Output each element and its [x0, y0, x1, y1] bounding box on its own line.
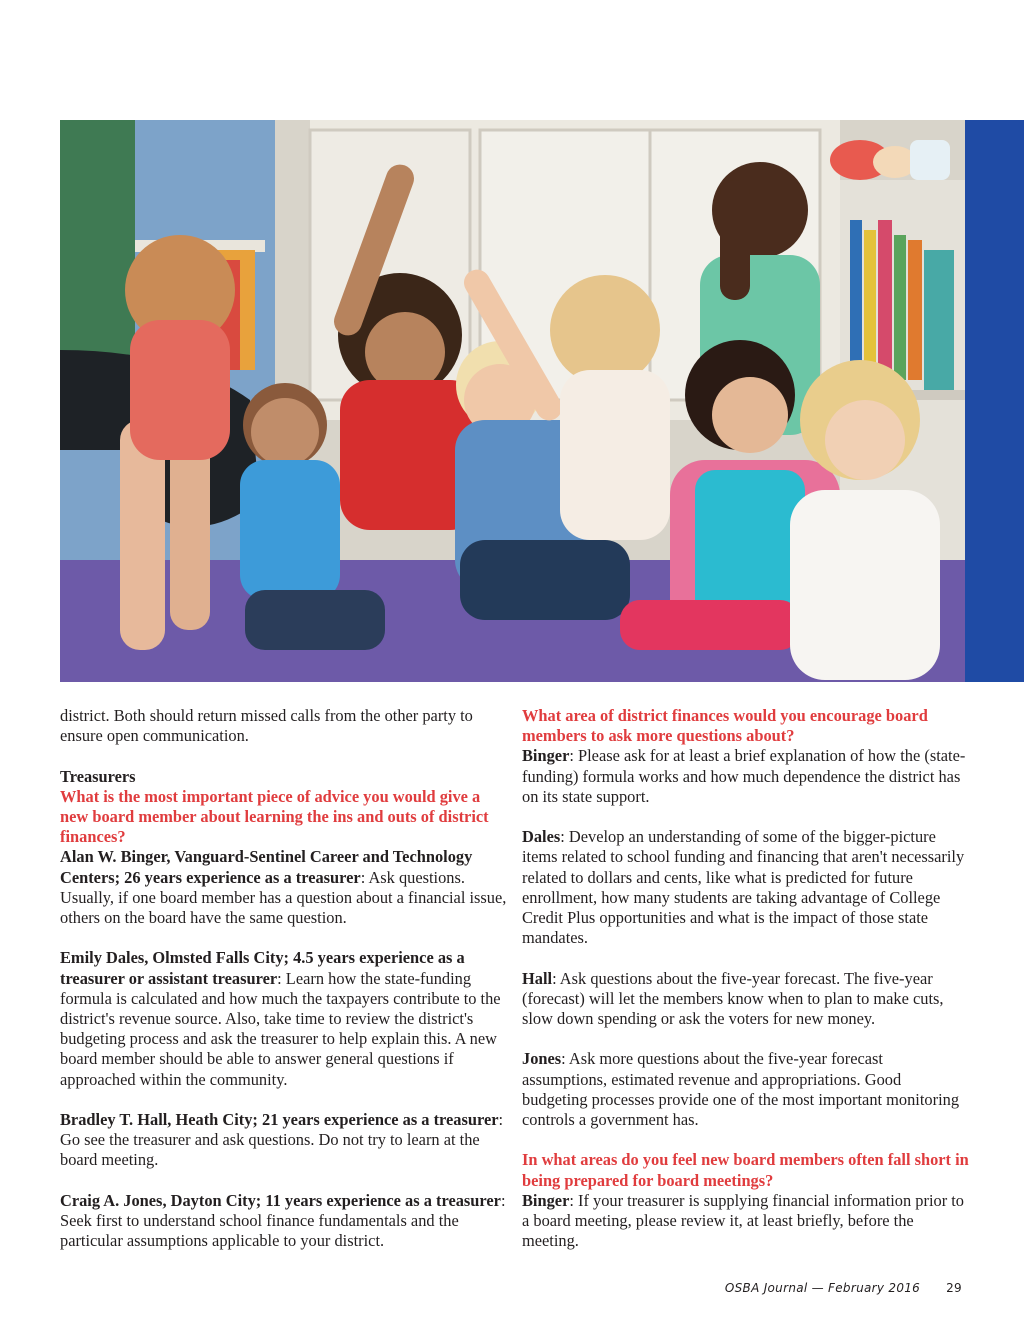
answer3-binger-text: : If your treasurer is supplying financial information prior to a board meeting, please review it, at least briefly, before the meeting. — [522, 1190, 964, 1251]
page-footer — [640, 1281, 962, 1295]
label-binger-2: Binger — [522, 1190, 570, 1210]
label-binger: Binger — [522, 746, 570, 766]
classroom-illustration — [60, 120, 965, 682]
respondent-jones: Craig A. Jones, Dayton City; 11 years experience as a treasurer — [60, 1190, 501, 1210]
answer2-hall — [522, 969, 970, 1030]
classroom-photo — [60, 120, 965, 682]
answer3-binger — [522, 1191, 970, 1252]
answer2-binger-text: : Please ask for at least a brief explanation of how the (state-funding) formula works and how much dependence the district has on its state support. — [522, 746, 966, 806]
label-hall: Hall — [522, 968, 553, 988]
page-number: 29 — [946, 1281, 962, 1295]
accent-sidebar-bar — [965, 120, 1024, 682]
answer-binger-text: : Ask questions. Usually, if one board member has a question about a financial issue, others on the board have the same question. — [60, 867, 507, 928]
answer-binger — [60, 847, 508, 928]
answer-dales — [60, 948, 508, 1089]
right-column — [522, 706, 970, 1272]
answer-jones — [60, 1191, 508, 1252]
label-dales: Dales — [522, 827, 561, 847]
answer-jones-text: : Seek first to understand school finance fundamentals and the particular assumptions applicable to your district. — [60, 1190, 506, 1251]
answer2-dales — [522, 827, 970, 948]
question-advice-heading: What is the most important piece of advice you would give a new board member about learning the ins and outs of district finances? — [60, 786, 489, 847]
answer2-jones — [522, 1049, 970, 1130]
answer2-dales-text: : Develop an understanding of some of the bigger-picture items related to school funding and financing that aren't necessarily related to dollars and cents, like what is predicted for future enrollment, how many students are taking advantage of College Credit Plus opportunities and what is the impact of those state mandates. — [522, 827, 965, 948]
answer2-jones-text: : Ask more questions about the five-year forecast assumptions, estimated revenue and appropriations. Good budgeting processes provide one of the most important monitoring controls a government has. — [522, 1049, 960, 1130]
respondent-hall: Bradley T. Hall, Heath City; 21 years experience as a treasurer — [60, 1110, 499, 1130]
answer-hall — [60, 1110, 508, 1171]
left-column — [60, 706, 508, 1272]
answer-hall-text: : Go see the treasurer and ask questions. Do not try to learn at the board meeting. — [60, 1110, 504, 1170]
intro-paragraph: district. Both should return missed calls from the other party to ensure open communication. — [60, 706, 473, 746]
respondent-dales: Emily Dales, Olmsted Falls City; 4.5 years experience as a treasurer or assistant treasurer — [60, 948, 465, 988]
answer-dales-text: : Learn how the state-funding formula is calculated and how much the taxpayers contribute to the district's revenue source. Also, take time to review the district's budgeting process and ask the treasurer to help explain this. A new board member should be able to answer general questions if approached within the community. — [60, 968, 501, 1089]
label-jones: Jones — [522, 1049, 562, 1069]
answer2-hall-text: : Ask questions about the five-year forecast. The five-year (forecast) will let the members know when to plan to make cuts, slow down spending or ask the voters for new money. — [522, 968, 944, 1029]
question-prepared-heading: In what areas do you feel new board members often fall short in being prepared for board meetings? — [522, 1150, 969, 1190]
section-heading-treasurers: Treasurers — [60, 766, 136, 786]
respondent-binger: Alan W. Binger, Vanguard-Sentinel Career and Technology Centers; 26 years experience as a treasurer — [60, 847, 473, 887]
publication-name: OSBA Journal — February 2016 — [724, 1281, 921, 1295]
answer2-binger — [522, 746, 970, 807]
question-areas-heading: What area of district finances would you encourage board members to ask more questions about? — [522, 706, 928, 746]
